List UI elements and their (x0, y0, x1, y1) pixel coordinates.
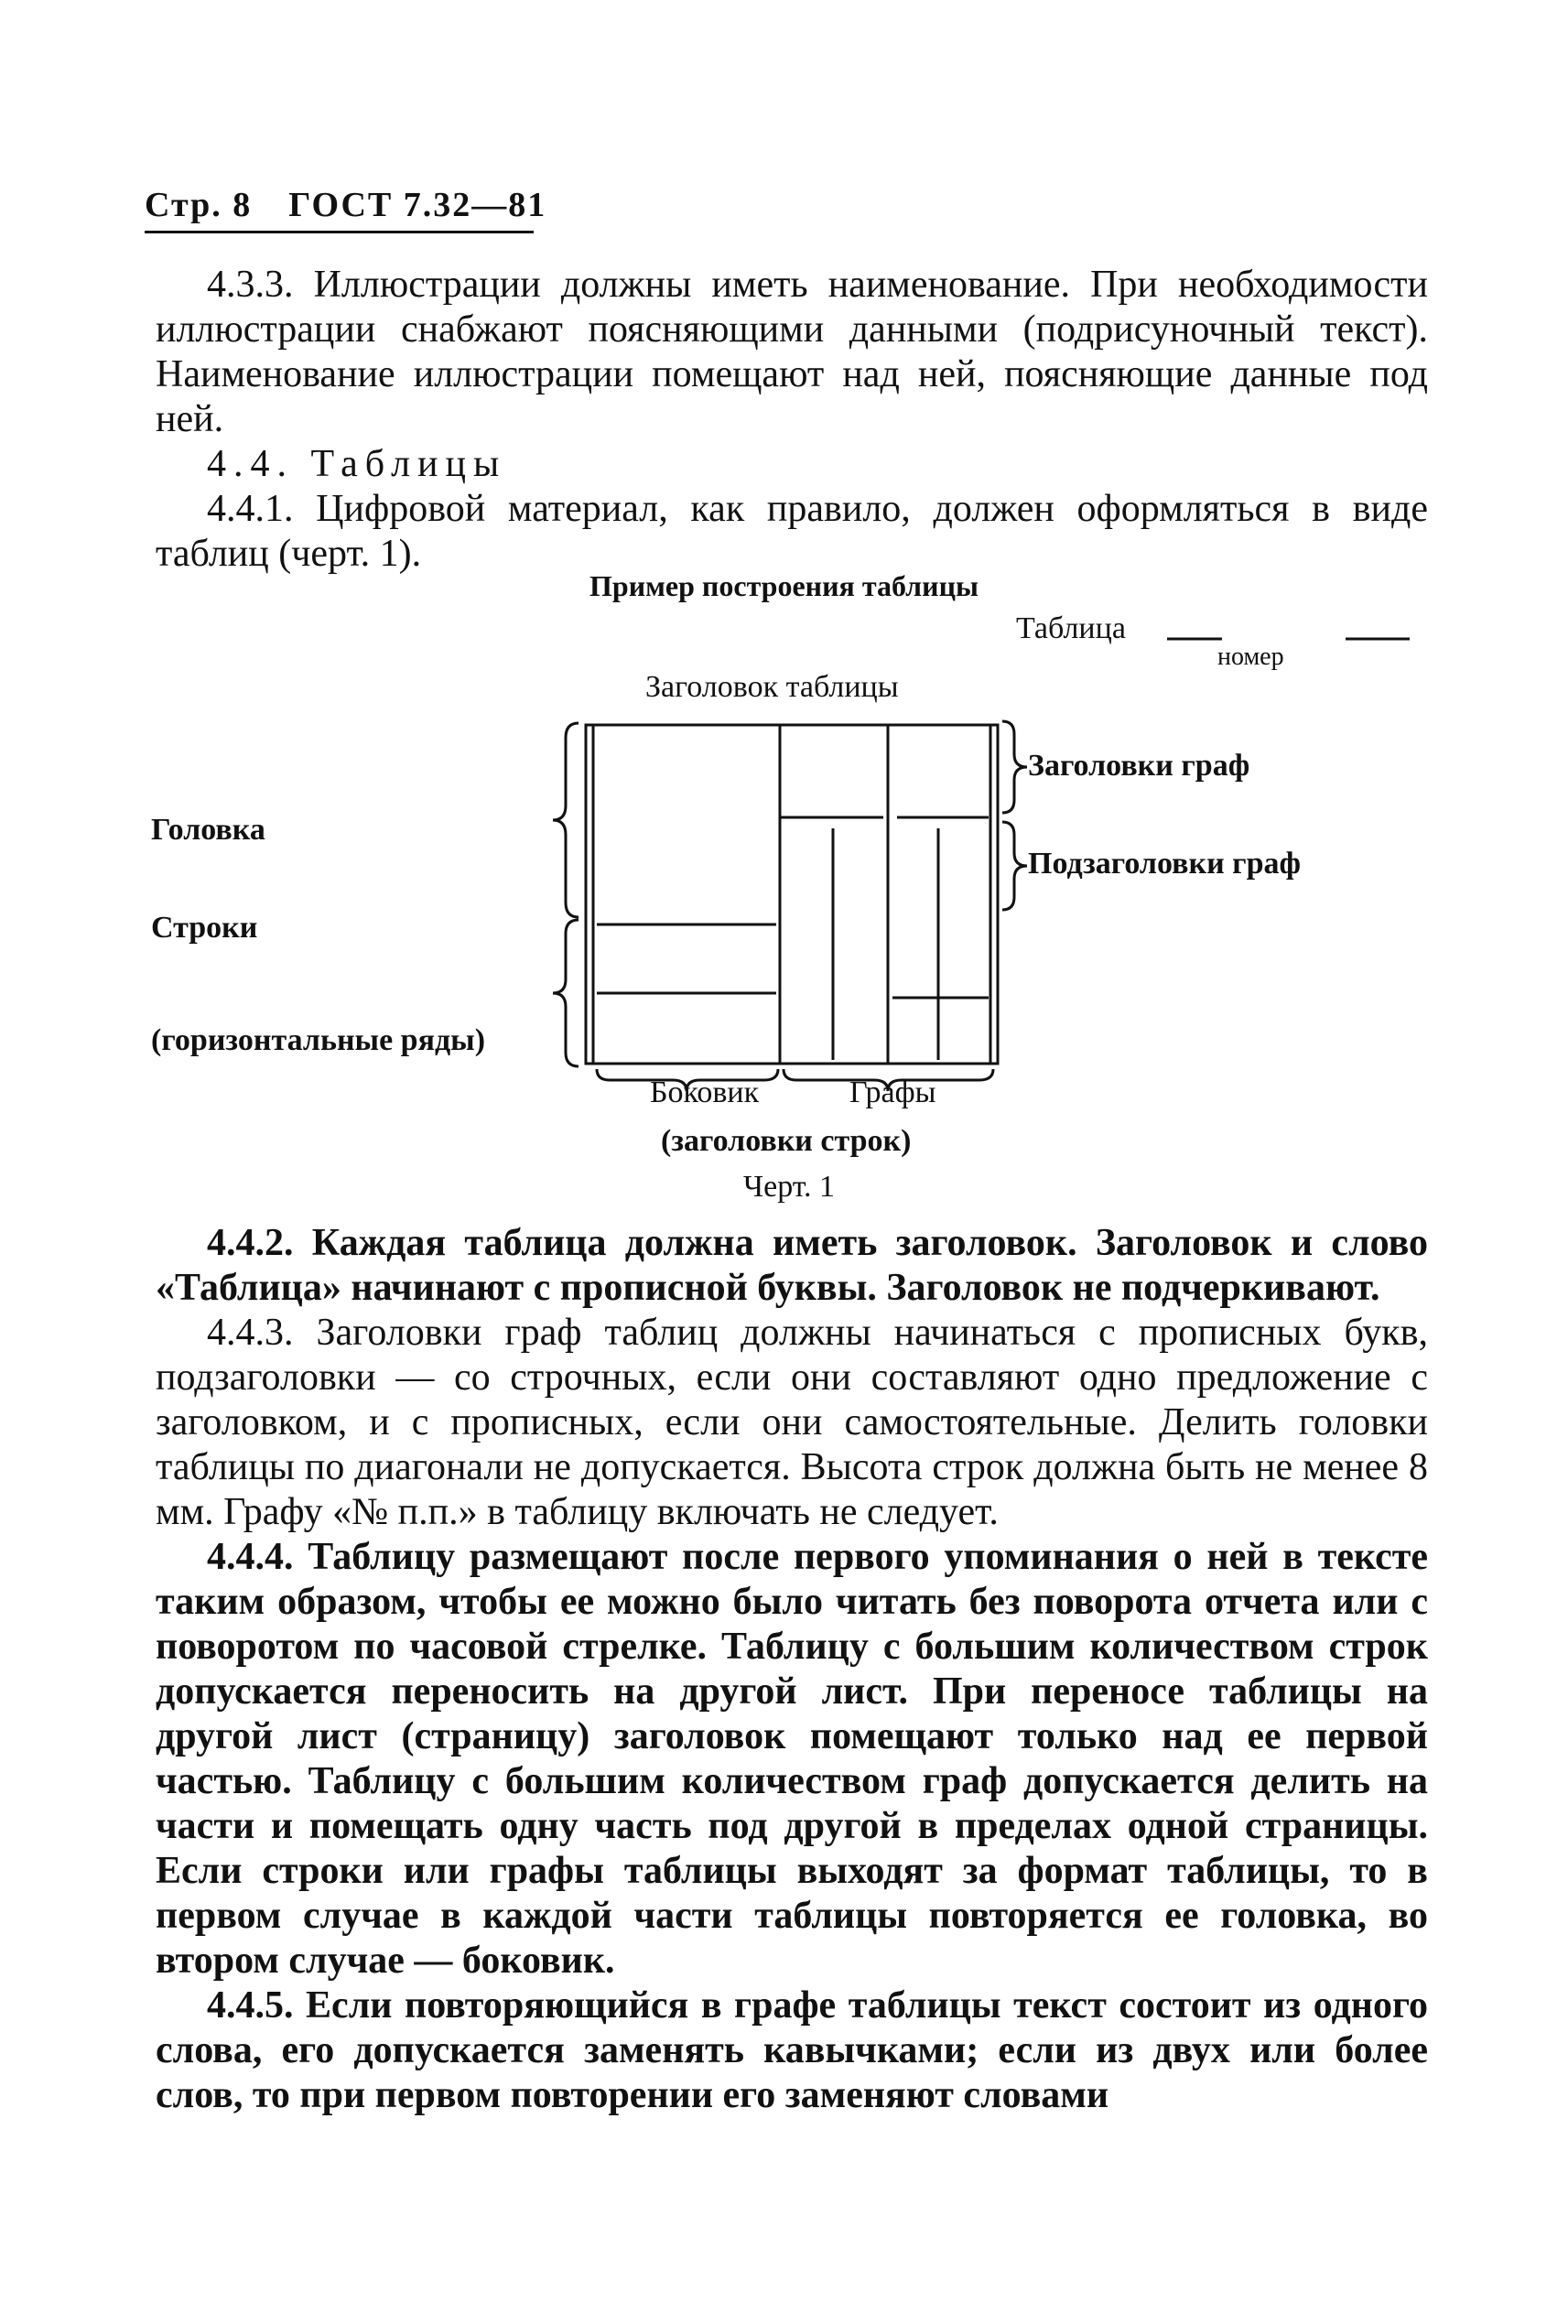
paragraph-4-4-2: 4.4.2. Каждая таблица должна иметь заголовок. Заголовок и слово «Таблица» начинают с прописной буквы. Заголовок не подчеркивают. (156, 1222, 1428, 1309)
top-text (156, 263, 1428, 577)
figure-title: Пример построения таблицы (589, 569, 979, 602)
page-header (145, 185, 546, 225)
paragraph-4-4-3: 4.4.3. Заголовки граф таблиц должны начинаться с прописных букв, подзаголовки — со строчных, если они составляют одно предложение с заголовком, и с прописных, если они самостоятельные. Делить головки таблицы по диагонали не допускается. Высота строк должна быть не менее 8 мм. Графу «№ п.п.» в таблицу включать не следует. (156, 1312, 1428, 1533)
rows-label: Строки (151, 911, 258, 945)
paragraph-4-4-4: 4.4.4. Таблицу размещают после первого упоминания о ней в тексте таким образом, чтобы ее можно было читать без поворота отчета или с поворотом по часовой стрелке. Таблицу с большим количеством строк допускается переносить на другой лист. При переносе таблицы на другой лист (страницу) заголовок помещают только над ее первой частью. Таблицу с большим количеством граф допускается делить на части и помещать одну часть под другой в пределах одной страницы. Если строки или графы таблицы выходят за формат таблицы, то в первом случае в каждой части таблицы повторяется ее головка, во втором случае — боковик. (156, 1536, 1428, 1982)
number-label: номер (1217, 643, 1284, 671)
head-label: Головка (151, 813, 265, 847)
standard-code: ГОСТ 7.32—81 (288, 186, 547, 224)
table-heading-label: Заголовок таблицы (645, 670, 899, 704)
section-title-tables: 4.4. Таблицы (207, 443, 507, 485)
figure-caption: Черт. 1 (743, 1170, 836, 1204)
rows-note-label: (горизонтальные ряды) (151, 1023, 486, 1057)
bottom-text (156, 1221, 1428, 2118)
paragraph-4-3-3: 4.3.3. Иллюстрации должны иметь наименование. При необходимости иллюстрации снабжают поясняющими данными (подрисуночный текст). Наименование иллюстрации помещают над ней, поясняющие данные под ней. (156, 264, 1428, 440)
paragraph-4-4-1: 4.4.1. Цифровой материал, как правило, должен оформляться в виде таблиц (черт. 1). (156, 488, 1428, 575)
column-subheadings-label: Подзаголовки граф (1028, 847, 1302, 881)
header-rule (145, 231, 534, 233)
table-label: Таблица (1016, 611, 1126, 645)
stub-label: Боковик (650, 1076, 760, 1109)
columns-label: Графы (849, 1076, 936, 1109)
stub-note-label: (заголовки строк) (661, 1124, 912, 1158)
page-number: Стр. 8 (145, 186, 253, 224)
paragraph-4-4-5: 4.4.5. Если повторяющийся в графе таблицы текст состоит из одного слова, его допускается заменять кавычками; если из двух или более слов, то при первом повторении его заменяют словами (156, 1984, 1428, 2116)
column-headings-label: Заголовки граф (1028, 749, 1250, 783)
